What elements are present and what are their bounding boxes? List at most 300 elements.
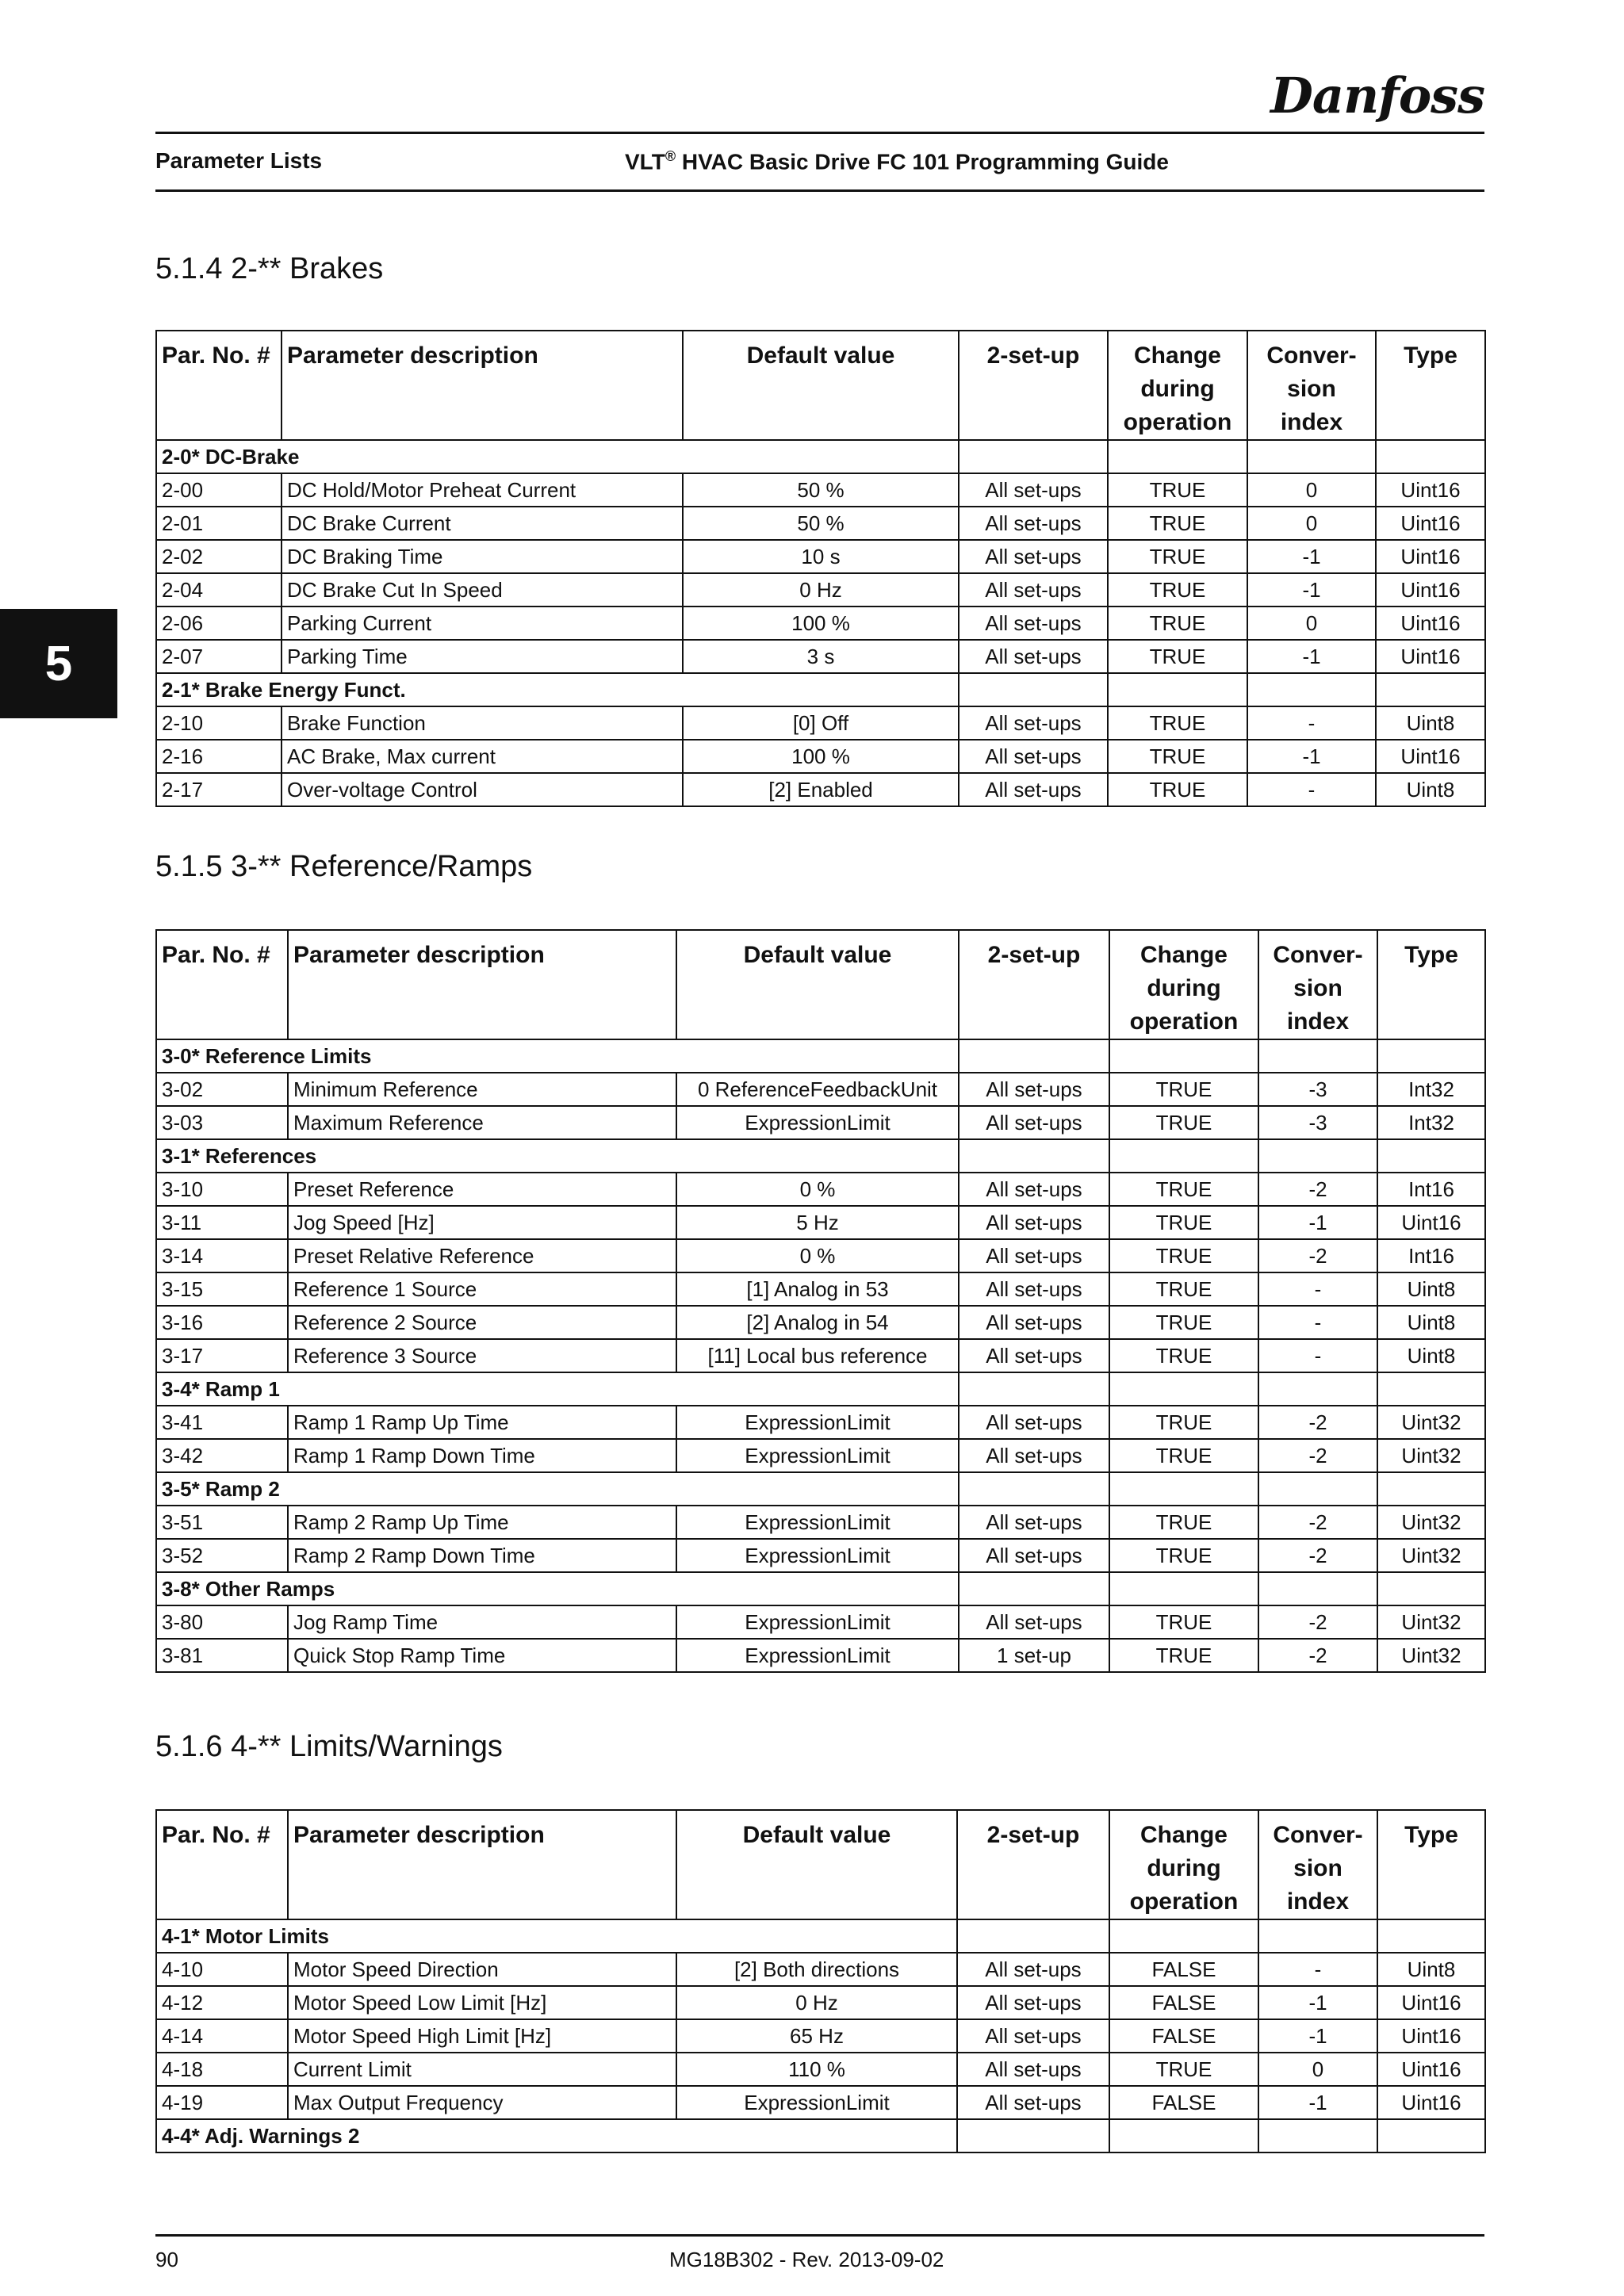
default-value-cell: 0 % — [676, 1239, 959, 1272]
set-up-cell: All set-ups — [959, 1206, 1109, 1239]
description-cell: Motor Speed Low Limit [Hz] — [288, 1986, 676, 2019]
description-cell: Max Output Frequency — [288, 2086, 676, 2119]
default-value-cell: 0 % — [676, 1173, 959, 1206]
set-up-cell: All set-ups — [959, 1539, 1109, 1572]
col-set-up: 2-set-up — [959, 331, 1108, 440]
description-cell: Reference 1 Source — [288, 1272, 676, 1306]
default-value-cell: 0 ReferenceFeedbackUnit — [676, 1073, 959, 1106]
description-cell: DC Hold/Motor Preheat Current — [282, 473, 683, 507]
type-cell: Uint32 — [1377, 1439, 1485, 1472]
type-cell: Int32 — [1377, 1106, 1485, 1139]
conversion-index-cell: 0 — [1247, 473, 1376, 507]
change-cell: TRUE — [1108, 507, 1247, 540]
default-value-cell: ExpressionLimit — [676, 2086, 957, 2119]
par-no-cell: 2-04 — [156, 573, 282, 607]
description-cell: Parking Time — [282, 640, 683, 673]
conversion-index-cell: -1 — [1258, 2019, 1377, 2053]
change-cell: TRUE — [1109, 1239, 1258, 1272]
registered-mark: ® — [665, 148, 676, 164]
col-description: Parameter description — [282, 331, 683, 440]
conversion-index-cell: -2 — [1258, 1639, 1377, 1672]
table-row — [156, 1206, 1485, 1239]
empty-cell — [1109, 1472, 1258, 1506]
conversion-index-cell: -2 — [1258, 1605, 1377, 1639]
conversion-index-cell: -1 — [1247, 740, 1376, 773]
type-cell: Uint16 — [1377, 1986, 1485, 2019]
default-value-cell: 100 % — [683, 607, 959, 640]
table-row — [156, 1539, 1485, 1572]
par-no-cell: 2-17 — [156, 773, 282, 806]
change-cell: TRUE — [1109, 1306, 1258, 1339]
type-cell: Uint16 — [1376, 573, 1485, 607]
description-cell: DC Braking Time — [282, 540, 683, 573]
col-conversion-index: Conver- sion index — [1258, 930, 1377, 1039]
set-up-cell: All set-ups — [959, 1406, 1109, 1439]
table-row — [156, 1953, 1485, 1986]
conversion-index-cell: 0 — [1258, 2053, 1377, 2086]
par-no-cell: 3-03 — [156, 1106, 288, 1139]
empty-cell — [1258, 1472, 1377, 1506]
table-row — [156, 607, 1485, 640]
conversion-index-cell: -1 — [1247, 540, 1376, 573]
page-footer — [155, 2234, 1484, 2271]
set-up-cell: All set-ups — [957, 1986, 1109, 2019]
change-cell: TRUE — [1108, 640, 1247, 673]
set-up-cell: All set-ups — [959, 640, 1108, 673]
set-up-cell: All set-ups — [959, 573, 1108, 607]
set-up-cell: All set-ups — [959, 773, 1108, 806]
description-cell: Current Limit — [288, 2053, 676, 2086]
conversion-index-cell: -3 — [1258, 1106, 1377, 1139]
type-cell: Uint32 — [1377, 1406, 1485, 1439]
group-name: 3-1* References — [156, 1139, 959, 1173]
col-change-during-operation: Change during operation — [1108, 331, 1247, 440]
description-cell: Ramp 2 Ramp Up Time — [288, 1506, 676, 1539]
empty-cell — [1108, 673, 1247, 706]
change-cell: TRUE — [1109, 1173, 1258, 1206]
change-cell: TRUE — [1108, 540, 1247, 573]
par-no-cell: 3-42 — [156, 1439, 288, 1472]
col-default-value: Default value — [676, 1810, 957, 1919]
type-cell: Uint32 — [1377, 1539, 1485, 1572]
change-cell: FALSE — [1109, 1953, 1258, 1986]
par-no-cell: 2-06 — [156, 607, 282, 640]
type-cell: Uint32 — [1377, 1506, 1485, 1539]
description-cell: DC Brake Current — [282, 507, 683, 540]
col-par-no: Par. No. # — [156, 930, 288, 1039]
default-value-cell: 110 % — [676, 2053, 957, 2086]
change-cell: TRUE — [1108, 573, 1247, 607]
empty-cell — [957, 2119, 1109, 2152]
par-no-cell: 3-41 — [156, 1406, 288, 1439]
group-header-row — [156, 1572, 1485, 1605]
conversion-index-cell: - — [1247, 706, 1376, 740]
group-header-row — [156, 440, 1485, 473]
conversion-index-cell: -1 — [1258, 1206, 1377, 1239]
description-cell: Reference 2 Source — [288, 1306, 676, 1339]
group-header-row — [156, 1372, 1485, 1406]
parameter-table — [155, 1809, 1486, 2153]
table-row — [156, 1306, 1485, 1339]
change-cell: TRUE — [1109, 2053, 1258, 2086]
section-title: 5.1.6 4-** Limits/Warnings — [155, 1730, 503, 1763]
table-row — [156, 706, 1485, 740]
col-set-up: 2-set-up — [959, 930, 1109, 1039]
par-no-cell: 3-81 — [156, 1639, 288, 1672]
change-cell: TRUE — [1109, 1439, 1258, 1472]
table-header-row — [156, 1810, 1485, 1919]
set-up-cell: All set-ups — [959, 607, 1108, 640]
col-conversion-index: Conver- sion index — [1258, 1810, 1377, 1919]
empty-cell — [1258, 1039, 1377, 1073]
col-par-no: Par. No. # — [156, 331, 282, 440]
group-header-row — [156, 1039, 1485, 1073]
set-up-cell: All set-ups — [959, 1605, 1109, 1639]
set-up-cell: All set-ups — [959, 706, 1108, 740]
description-cell: AC Brake, Max current — [282, 740, 683, 773]
default-value-cell: ExpressionLimit — [676, 1506, 959, 1539]
default-value-cell: 0 Hz — [683, 573, 959, 607]
default-value-cell: 10 s — [683, 540, 959, 573]
empty-cell — [1377, 1472, 1485, 1506]
set-up-cell: All set-ups — [959, 507, 1108, 540]
table-row — [156, 2053, 1485, 2086]
type-cell: Uint16 — [1376, 507, 1485, 540]
par-no-cell: 3-15 — [156, 1272, 288, 1306]
par-no-cell: 3-17 — [156, 1339, 288, 1372]
table-row — [156, 507, 1485, 540]
type-cell: Uint8 — [1376, 706, 1485, 740]
par-no-cell: 2-10 — [156, 706, 282, 740]
description-cell: Preset Relative Reference — [288, 1239, 676, 1272]
set-up-cell: All set-ups — [959, 740, 1108, 773]
description-cell: DC Brake Cut In Speed — [282, 573, 683, 607]
conversion-index-cell: -2 — [1258, 1439, 1377, 1472]
empty-cell — [1377, 1919, 1485, 1953]
table-row — [156, 1106, 1485, 1139]
type-cell: Uint16 — [1376, 607, 1485, 640]
conversion-index-cell: - — [1247, 773, 1376, 806]
type-cell: Uint8 — [1377, 1272, 1485, 1306]
group-name: 2-0* DC-Brake — [156, 440, 959, 473]
table-row — [156, 473, 1485, 507]
group-name: 3-4* Ramp 1 — [156, 1372, 959, 1406]
empty-cell — [1376, 440, 1485, 473]
chapter-tab: 5 — [0, 609, 117, 718]
default-value-cell: [11] Local bus reference — [676, 1339, 959, 1372]
set-up-cell: All set-ups — [959, 1106, 1109, 1139]
default-value-cell: 65 Hz — [676, 2019, 957, 2053]
conversion-index-cell: - — [1258, 1953, 1377, 1986]
par-no-cell: 4-12 — [156, 1986, 288, 2019]
danfoss-logo: Danfoss — [1270, 67, 1484, 124]
default-value-cell: ExpressionLimit — [676, 1406, 959, 1439]
set-up-cell: 1 set-up — [959, 1639, 1109, 1672]
par-no-cell: 3-10 — [156, 1173, 288, 1206]
type-cell: Uint16 — [1376, 473, 1485, 507]
description-cell: Minimum Reference — [288, 1073, 676, 1106]
change-cell: TRUE — [1108, 773, 1247, 806]
set-up-cell: All set-ups — [957, 1953, 1109, 1986]
conversion-index-cell: -2 — [1258, 1173, 1377, 1206]
par-no-cell: 3-02 — [156, 1073, 288, 1106]
table-row — [156, 1639, 1485, 1672]
guide-title-prefix: VLT — [625, 149, 665, 174]
empty-cell — [1109, 1372, 1258, 1406]
change-cell: TRUE — [1108, 607, 1247, 640]
type-cell: Uint8 — [1377, 1306, 1485, 1339]
set-up-cell: All set-ups — [957, 2019, 1109, 2053]
document-reference: MG18B302 - Rev. 2013-09-02 — [669, 2248, 944, 2271]
set-up-cell: All set-ups — [959, 1173, 1109, 1206]
empty-cell — [1258, 1139, 1377, 1173]
set-up-cell: All set-ups — [957, 2053, 1109, 2086]
default-value-cell: ExpressionLimit — [676, 1539, 959, 1572]
conversion-index-cell: -1 — [1247, 573, 1376, 607]
set-up-cell: All set-ups — [959, 1506, 1109, 1539]
group-header-row — [156, 1919, 1485, 1953]
type-cell: Uint32 — [1377, 1639, 1485, 1672]
default-value-cell: 100 % — [683, 740, 959, 773]
col-default-value: Default value — [676, 930, 959, 1039]
description-cell: Parking Current — [282, 607, 683, 640]
change-cell: TRUE — [1109, 1506, 1258, 1539]
par-no-cell: 4-10 — [156, 1953, 288, 1986]
description-cell: Ramp 1 Ramp Up Time — [288, 1406, 676, 1439]
table-row — [156, 540, 1485, 573]
type-cell: Uint8 — [1377, 1339, 1485, 1372]
section-title: 5.1.4 2-** Brakes — [155, 252, 384, 285]
change-cell: TRUE — [1108, 740, 1247, 773]
table-row — [156, 2086, 1485, 2119]
type-cell: Int32 — [1377, 1073, 1485, 1106]
description-cell: Ramp 1 Ramp Down Time — [288, 1439, 676, 1472]
table-row — [156, 1272, 1485, 1306]
group-header-row — [156, 673, 1485, 706]
empty-cell — [1377, 1572, 1485, 1605]
type-cell: Uint16 — [1377, 2053, 1485, 2086]
table-row — [156, 1239, 1485, 1272]
description-cell: Jog Speed [Hz] — [288, 1206, 676, 1239]
conversion-index-cell: -3 — [1258, 1073, 1377, 1106]
type-cell: Uint16 — [1376, 740, 1485, 773]
change-cell: FALSE — [1109, 2019, 1258, 2053]
empty-cell — [1376, 673, 1485, 706]
page-header — [155, 132, 1484, 192]
empty-cell — [957, 1919, 1109, 1953]
col-description: Parameter description — [288, 930, 676, 1039]
par-no-cell: 3-16 — [156, 1306, 288, 1339]
set-up-cell: All set-ups — [959, 1306, 1109, 1339]
conversion-index-cell: - — [1258, 1306, 1377, 1339]
conversion-index-cell: - — [1258, 1272, 1377, 1306]
table-row — [156, 1506, 1485, 1539]
description-cell: Motor Speed High Limit [Hz] — [288, 2019, 676, 2053]
header-section-label: Parameter Lists — [155, 148, 323, 173]
set-up-cell: All set-ups — [957, 2086, 1109, 2119]
section-title: 5.1.5 3-** Reference/Ramps — [155, 850, 533, 883]
empty-cell — [1377, 2119, 1485, 2152]
col-type: Type — [1376, 331, 1485, 440]
table-row — [156, 1406, 1485, 1439]
empty-cell — [1258, 1919, 1377, 1953]
empty-cell — [1258, 2119, 1377, 2152]
default-value-cell: [1] Analog in 53 — [676, 1272, 959, 1306]
type-cell: Uint8 — [1377, 1953, 1485, 1986]
page-number: 90 — [155, 2248, 178, 2271]
description-cell: Preset Reference — [288, 1173, 676, 1206]
default-value-cell: ExpressionLimit — [676, 1639, 959, 1672]
description-cell: Quick Stop Ramp Time — [288, 1639, 676, 1672]
table-row — [156, 740, 1485, 773]
table-row — [156, 1173, 1485, 1206]
group-name: 3-8* Other Ramps — [156, 1572, 959, 1605]
parameter-table — [155, 929, 1486, 1673]
default-value-cell: [2] Both directions — [676, 1953, 957, 1986]
table-row — [156, 1339, 1485, 1372]
par-no-cell: 3-51 — [156, 1506, 288, 1539]
conversion-index-cell: - — [1258, 1339, 1377, 1372]
table-row — [156, 1605, 1485, 1639]
type-cell: Uint16 — [1376, 540, 1485, 573]
empty-cell — [959, 1139, 1109, 1173]
change-cell: TRUE — [1109, 1073, 1258, 1106]
par-no-cell: 2-02 — [156, 540, 282, 573]
empty-cell — [1109, 1919, 1258, 1953]
empty-cell — [959, 1039, 1109, 1073]
conversion-index-cell: -1 — [1258, 2086, 1377, 2119]
default-value-cell: ExpressionLimit — [676, 1605, 959, 1639]
par-no-cell: 3-11 — [156, 1206, 288, 1239]
description-cell: Brake Function — [282, 706, 683, 740]
change-cell: FALSE — [1109, 2086, 1258, 2119]
conversion-index-cell: -1 — [1247, 640, 1376, 673]
par-no-cell: 2-16 — [156, 740, 282, 773]
table-row — [156, 773, 1485, 806]
empty-cell — [1109, 1572, 1258, 1605]
set-up-cell: All set-ups — [959, 473, 1108, 507]
set-up-cell: All set-ups — [959, 1339, 1109, 1372]
col-type: Type — [1377, 1810, 1485, 1919]
type-cell: Int16 — [1377, 1173, 1485, 1206]
default-value-cell: 0 Hz — [676, 1986, 957, 2019]
table-header-row — [156, 331, 1485, 440]
default-value-cell: 50 % — [683, 473, 959, 507]
par-no-cell: 4-19 — [156, 2086, 288, 2119]
description-cell: Over-voltage Control — [282, 773, 683, 806]
par-no-cell: 4-18 — [156, 2053, 288, 2086]
default-value-cell: 5 Hz — [676, 1206, 959, 1239]
change-cell: FALSE — [1109, 1986, 1258, 2019]
description-cell: Ramp 2 Ramp Down Time — [288, 1539, 676, 1572]
type-cell: Uint8 — [1376, 773, 1485, 806]
conversion-index-cell: 0 — [1247, 507, 1376, 540]
empty-cell — [959, 1472, 1109, 1506]
change-cell: TRUE — [1109, 1339, 1258, 1372]
par-no-cell: 2-01 — [156, 507, 282, 540]
table-row — [156, 2019, 1485, 2053]
col-par-no: Par. No. # — [156, 1810, 288, 1919]
set-up-cell: All set-ups — [959, 1272, 1109, 1306]
default-value-cell: 50 % — [683, 507, 959, 540]
set-up-cell: All set-ups — [959, 1239, 1109, 1272]
description-cell: Maximum Reference — [288, 1106, 676, 1139]
conversion-index-cell: -2 — [1258, 1406, 1377, 1439]
change-cell: TRUE — [1109, 1206, 1258, 1239]
par-no-cell: 3-80 — [156, 1605, 288, 1639]
group-header-row — [156, 2119, 1485, 2152]
description-cell: Jog Ramp Time — [288, 1605, 676, 1639]
table-row — [156, 640, 1485, 673]
conversion-index-cell: -1 — [1258, 1986, 1377, 2019]
group-name: 3-5* Ramp 2 — [156, 1472, 959, 1506]
col-description: Parameter description — [288, 1810, 676, 1919]
default-value-cell: [0] Off — [683, 706, 959, 740]
empty-cell — [1258, 1372, 1377, 1406]
guide-title-suffix: HVAC Basic Drive FC 101 Programming Guide — [676, 149, 1169, 174]
type-cell: Uint16 — [1377, 2019, 1485, 2053]
empty-cell — [1109, 1039, 1258, 1073]
empty-cell — [1108, 440, 1247, 473]
default-value-cell: ExpressionLimit — [676, 1106, 959, 1139]
col-type: Type — [1377, 930, 1485, 1039]
change-cell: TRUE — [1109, 1406, 1258, 1439]
table-header-row — [156, 930, 1485, 1039]
group-name: 2-1* Brake Energy Funct. — [156, 673, 959, 706]
empty-cell — [1377, 1139, 1485, 1173]
empty-cell — [1377, 1039, 1485, 1073]
type-cell: Uint16 — [1376, 640, 1485, 673]
group-header-row — [156, 1139, 1485, 1173]
col-change-during-operation: Change during operation — [1109, 930, 1258, 1039]
change-cell: TRUE — [1108, 706, 1247, 740]
empty-cell — [1109, 2119, 1258, 2152]
type-cell: Uint32 — [1377, 1605, 1485, 1639]
table-row — [156, 1073, 1485, 1106]
par-no-cell: 3-52 — [156, 1539, 288, 1572]
table-row — [156, 573, 1485, 607]
type-cell: Uint16 — [1377, 2086, 1485, 2119]
group-name: 3-0* Reference Limits — [156, 1039, 959, 1073]
conversion-index-cell: -2 — [1258, 1539, 1377, 1572]
empty-cell — [959, 440, 1108, 473]
conversion-index-cell: 0 — [1247, 607, 1376, 640]
change-cell: TRUE — [1108, 473, 1247, 507]
empty-cell — [959, 673, 1108, 706]
col-conversion-index: Conver- sion index — [1247, 331, 1376, 440]
set-up-cell: All set-ups — [959, 1073, 1109, 1106]
empty-cell — [1109, 1139, 1258, 1173]
parameter-table — [155, 330, 1486, 807]
group-name: 4-4* Adj. Warnings 2 — [156, 2119, 957, 2152]
set-up-cell: All set-ups — [959, 1439, 1109, 1472]
conversion-index-cell: -2 — [1258, 1239, 1377, 1272]
table-row — [156, 1439, 1485, 1472]
empty-cell — [959, 1372, 1109, 1406]
par-no-cell: 2-00 — [156, 473, 282, 507]
col-default-value: Default value — [683, 331, 959, 440]
change-cell: TRUE — [1109, 1539, 1258, 1572]
type-cell: Uint16 — [1377, 1206, 1485, 1239]
set-up-cell: All set-ups — [959, 540, 1108, 573]
empty-cell — [1247, 673, 1376, 706]
par-no-cell: 4-14 — [156, 2019, 288, 2053]
default-value-cell: [2] Enabled — [683, 773, 959, 806]
empty-cell — [1258, 1572, 1377, 1605]
header-guide-title — [625, 148, 1169, 174]
change-cell: TRUE — [1109, 1106, 1258, 1139]
description-cell: Reference 3 Source — [288, 1339, 676, 1372]
